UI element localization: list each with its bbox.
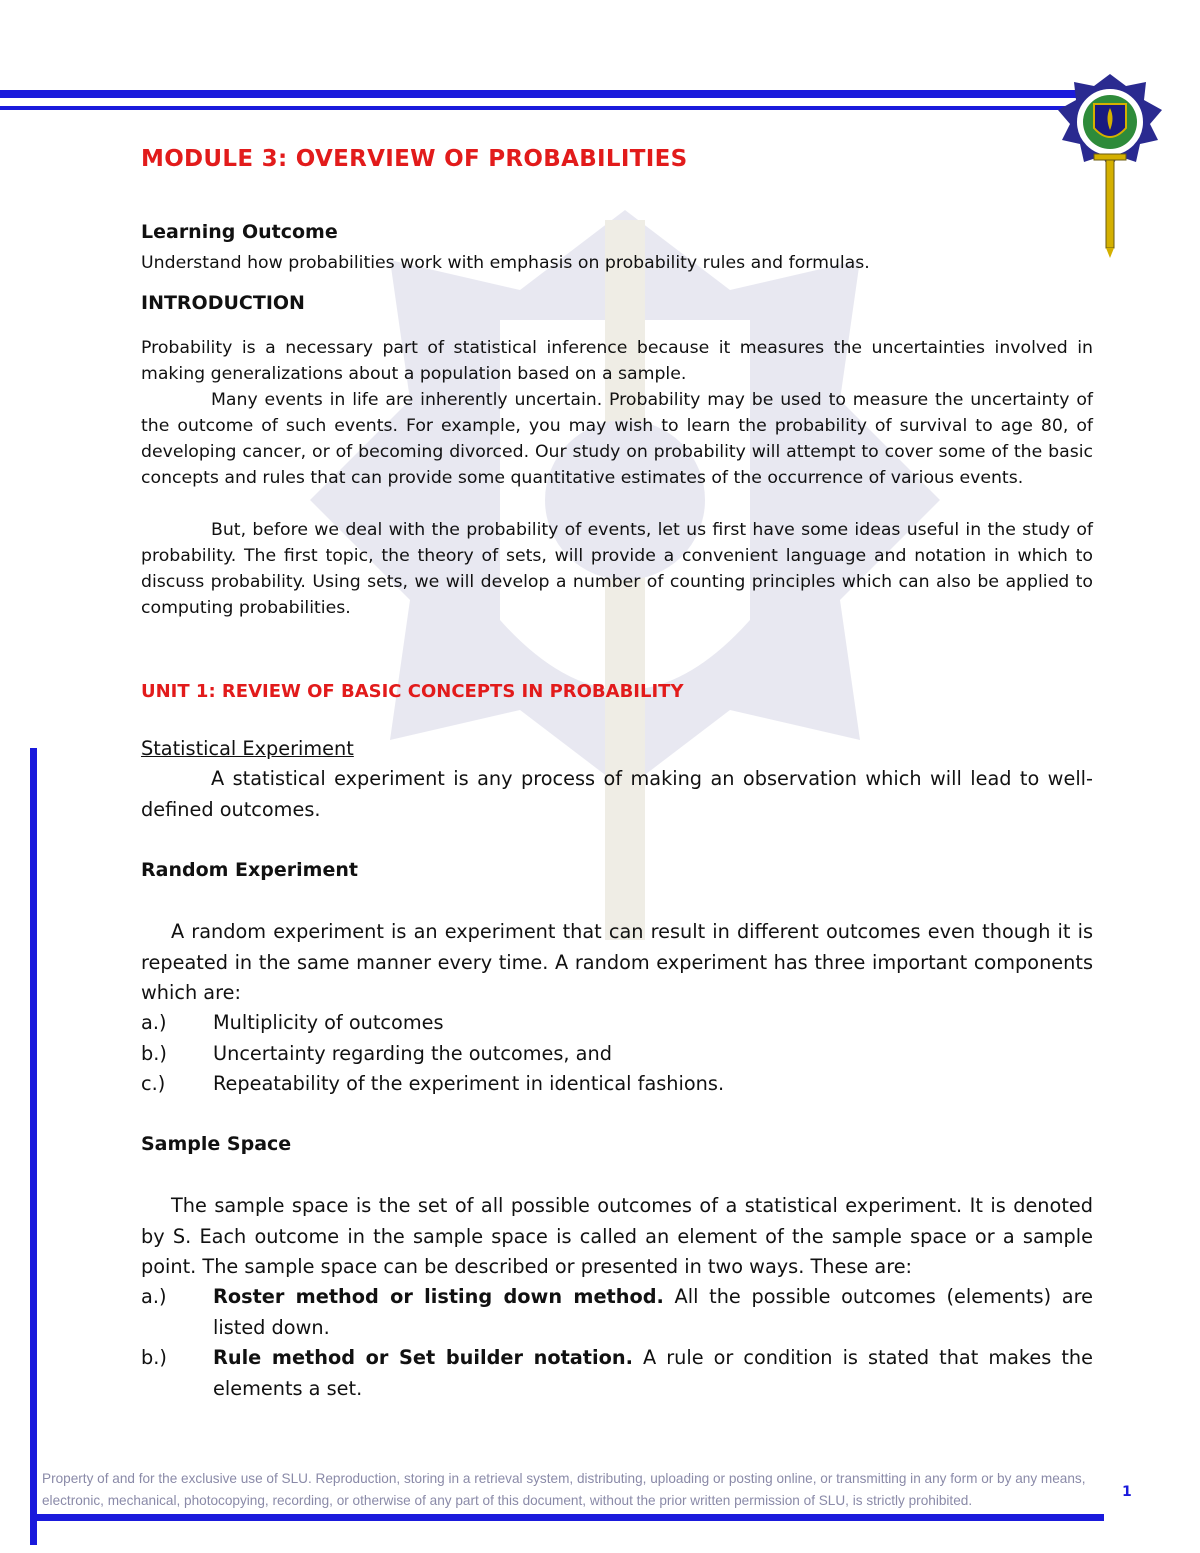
list-marker: a.) (141, 1285, 167, 1308)
footer-rule (30, 1514, 1104, 1521)
random-experiment-text: A random experiment is an experiment that can result in different outcomes even though it is repeated in the same manner every time. A random experiment has three important components which are: (141, 920, 1093, 1004)
copyright-notice: Property of and for the exclusive use of SLU. Reproduction, storing in a retrieval system, distributing, uploading or posting online, or transmitting in any form or by any means, electronic, mechanical, photocopying, recording, or otherwise of any part of this document, without the prior written permission of SLU, is strictly prohibited. (42, 1471, 1086, 1508)
list-marker: b.) (141, 1346, 167, 1369)
list-item (141, 1008, 1093, 1039)
sample-space-methods-list (141, 1282, 1093, 1404)
statistical-experiment-text: A statistical experiment is any process of making an observation which will lead to well-defined outcomes. (141, 767, 1093, 821)
header-rule-thin (0, 106, 1092, 110)
learning-outcome-text: Understand how probabilities work with emphasis on probability rules and formulas. (141, 253, 870, 273)
introduction-paragraph-2: Many events in life are inherently uncertain. Probability may be used to measure the uncertainty of the outcome of such events. For example, you may wish to learn the probability of survival to age 80, of developing cancer, or of becoming divorced. Our study on probability will attempt to cover some of the basic concepts and rules that can provide some quantitative estimates of the occurrence of various events. (141, 390, 1093, 488)
list-item (141, 1069, 1093, 1100)
method-description: All the possible outcomes (elements) are listed down. (213, 1285, 1093, 1339)
list-marker: a.) (141, 1011, 167, 1034)
left-margin-rule (30, 748, 37, 1545)
list-item (141, 1343, 1093, 1404)
method-name: Roster method or listing down method. (213, 1285, 664, 1308)
list-item (141, 1039, 1093, 1070)
list-item (141, 1282, 1093, 1343)
list-item-text: Multiplicity of outcomes (213, 1011, 444, 1034)
statistical-experiment-heading: Statistical Experiment (141, 737, 354, 760)
introduction-paragraph-3: But, before we deal with the probability of events, let us first have some ideas useful in the study of probability. The first topic, the theory of sets, will provide a convenient language and notation in which to discuss probability. Using sets, we will develop a number of counting principles which can also be applied to computing probabilities. (141, 520, 1093, 618)
university-seal-logo (1050, 70, 1170, 260)
random-experiment-components-list (141, 1008, 1093, 1100)
list-item-text (213, 1282, 1093, 1343)
list-marker: b.) (141, 1041, 167, 1065)
introduction-heading: INTRODUCTION (141, 292, 305, 314)
list-item-text: Uncertainty regarding the outcomes, and (213, 1041, 612, 1065)
sample-space-text: The sample space is the set of all possible outcomes of a statistical experiment. It is denoted by S. Each outcome in the sample space is called an element of the sample space or a sample point. The sample space can be described or presented in two ways. These are: (141, 1194, 1093, 1278)
sample-space-heading: Sample Space (141, 1133, 292, 1155)
list-marker: c.) (141, 1072, 166, 1095)
page-number: 1 (1122, 1484, 1132, 1500)
introduction-paragraph-1: Probability is a necessary part of statistical inference because it measures the uncertainties involved in making generalizations about a population based on a sample. (141, 338, 1093, 384)
header-rule-thick (0, 90, 1092, 98)
list-item-text: Repeatability of the experiment in identical fashions. (213, 1072, 725, 1095)
method-description: A rule or condition is stated that makes the elements a set. (213, 1346, 1093, 1400)
learning-outcome-heading: Learning Outcome (141, 221, 338, 243)
unit-1-heading: UNIT 1: REVIEW OF BASIC CONCEPTS IN PROBABILITY (141, 681, 684, 702)
random-experiment-heading: Random Experiment (141, 859, 358, 881)
method-name: Rule method or Set builder notation. (213, 1346, 633, 1369)
list-item-text (213, 1343, 1093, 1404)
module-title: MODULE 3: OVERVIEW OF PROBABILITIES (141, 146, 688, 172)
